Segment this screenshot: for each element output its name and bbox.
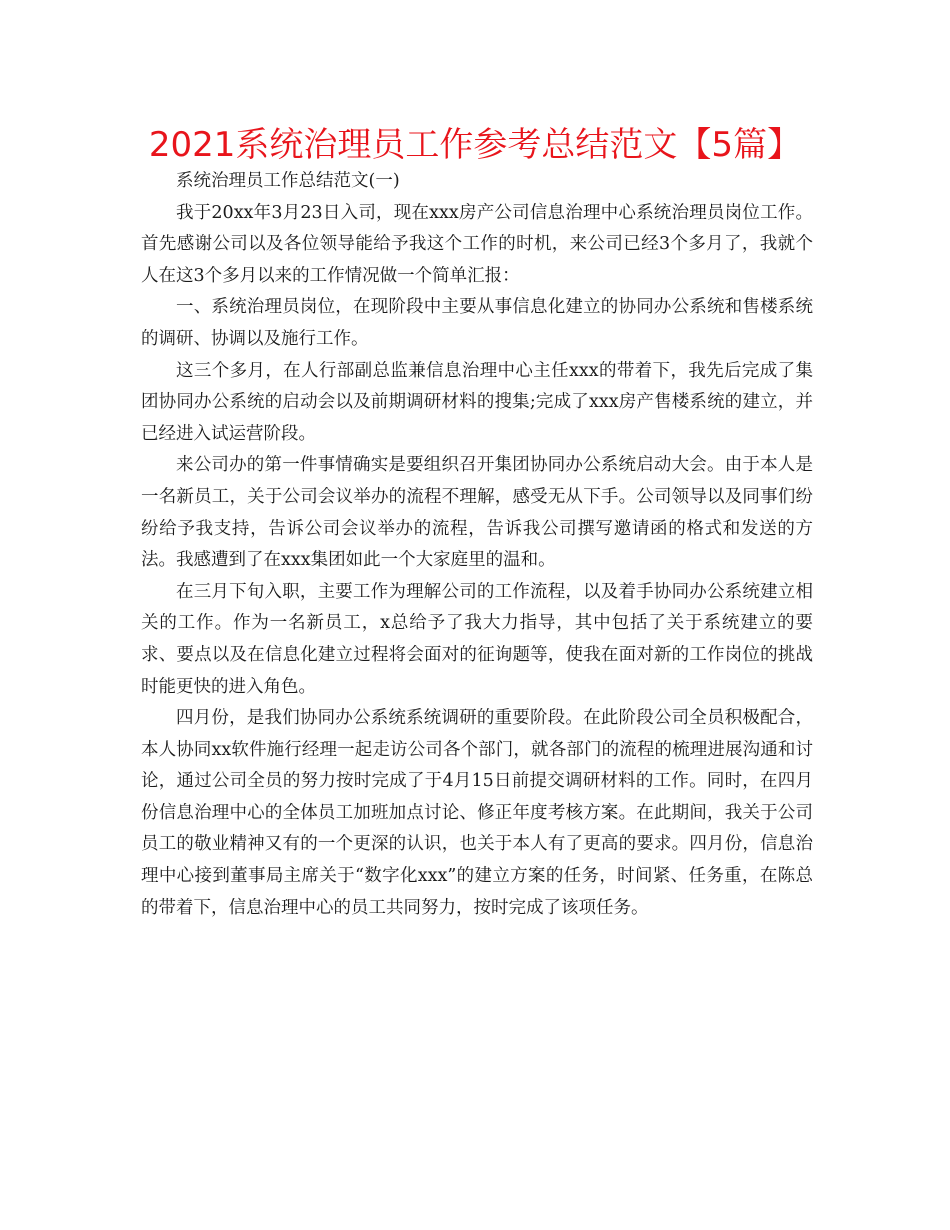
section-subtitle: 系统治理员工作总结范文(一) <box>176 171 400 191</box>
paragraph: 这三个多月，在人行部副总监兼信息治理中心主任xxx的带着下，我先后完成了集团协同办公系统的启动会以及前期调研材料的搜集;完成了xxx房产售楼系统的建立，并已经进入试运营阶段。 <box>141 360 813 444</box>
paragraph: 来公司办的第一件事情确实是要组织召开集团协同办公系统启动大会。由于本人是一名新员工，关于公司会议举办的流程不理解，感受无从下手。公司领导以及同事们纷纷给予我支持，告诉公司会议举办的流程，告诉我公司撰写邀请函的格式和发送的方法。我感遭到了在xxx集团如此一个大家庭里的温和。 <box>141 455 813 571</box>
paragraph: 一、系统治理员岗位，在现阶段中主要从事信息化建立的协同办公系统和售楼系统的调研、协调以及施行工作。 <box>141 297 813 349</box>
paragraph: 在三月下旬入职，主要工作为理解公司的工作流程，以及着手协同办公系统建立相关的工作。作为一名新员工，x总给予了我大力指导，其中包括了关于系统建立的要求、要点以及在信息化建立过程将会面对的征询题等，使我在面对新的工作岗位的挑战时能更快的进入角色。 <box>141 581 813 697</box>
paragraph: 我于20xx年3月23日入司，现在xxx房产公司信息治理中心系统治理员岗位工作。首先感谢公司以及各位领导能给予我这个工作的时机，来公司已经3个多月了，我就个人在这3个多月以来的工作情况做一个简单汇报： <box>141 202 813 286</box>
document-title: 2021系统治理员工作参考总结范文【5篇】 <box>148 125 802 165</box>
paragraph: 四月份，是我们协同办公系统系统调研的重要阶段。在此阶段公司全员积极配合，本人协同xx软件施行经理一起走访公司各个部门，就各部门的流程的梳理进展沟通和讨论，通过公司全员的努力按时完成了于4月15日前提交调研材料的工作。同时，在四月份信息治理中心的全体员工加班加点讨论、修正年度考核方案。在此期间，我关于公司员工的敬业精神又有的一个更深的认识，也关于本人有了更高的要求。四月份，信息治理中心接到董事局主席关于“数字化xxx”的建立方案的任务，时间紧、任务重，在陈总的带着下，信息治理中心的员工共同努力，按时完成了该项任务。 <box>141 708 813 918</box>
document-body <box>141 166 813 924</box>
